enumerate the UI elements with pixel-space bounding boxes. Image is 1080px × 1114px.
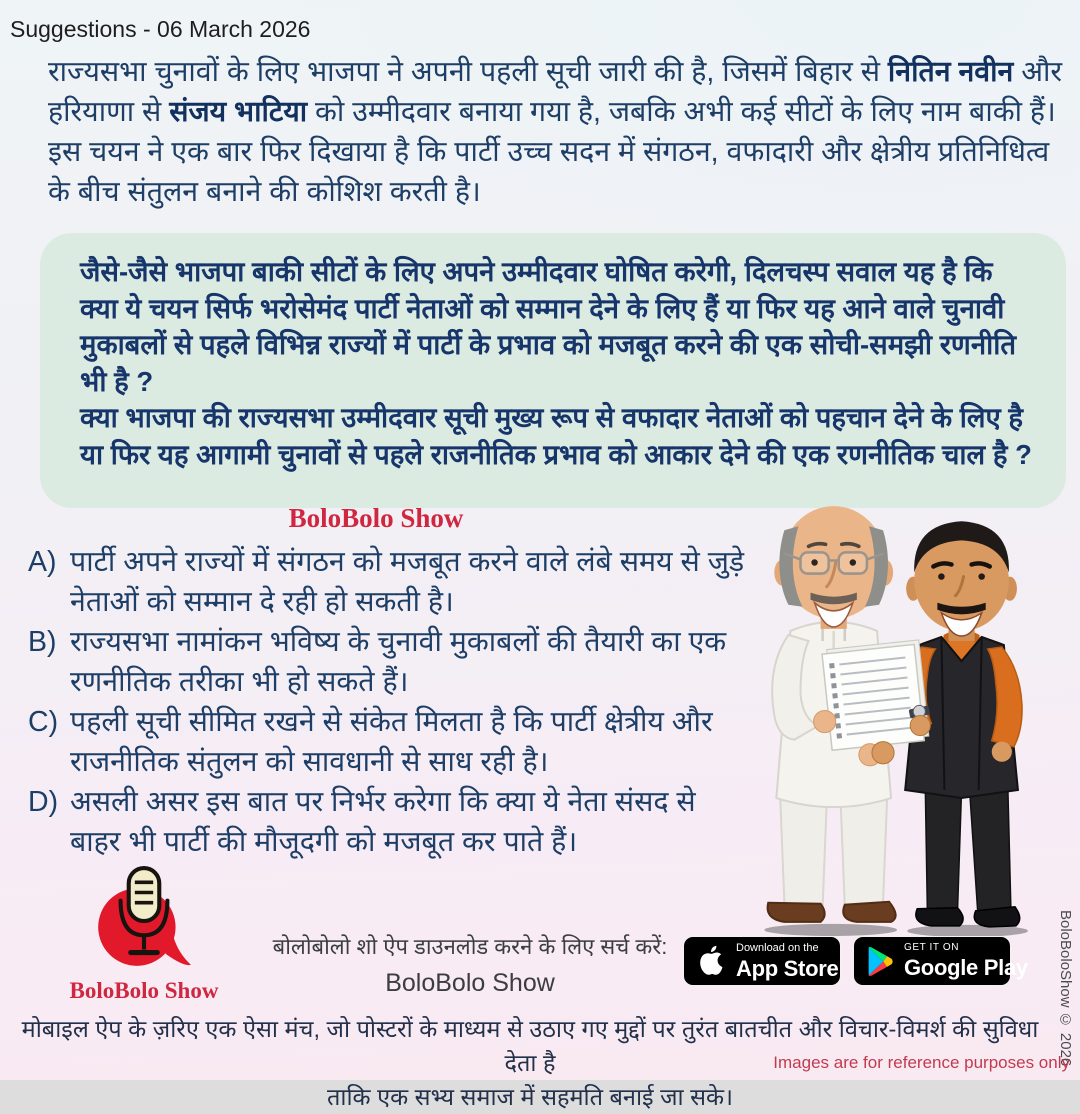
brand-logo-text: BoloBolo Show [69, 978, 219, 1003]
microphone-speech-bubble-icon [88, 864, 200, 976]
brand-logo [56, 864, 232, 1004]
apple-icon [696, 944, 726, 978]
options-list [28, 542, 754, 862]
politicians-illustration [728, 496, 1030, 936]
option-c-text: पहली सूची सीमित रखने से संकेत मिलता है कि पार्टी क्षेत्रीय और राजनीतिक संतुलन को सावधानी से साध रही है। [70, 706, 713, 778]
option-d-text: असली असर इस बात पर निर्भर करेगा कि क्या ये नेता संसद से बाहर भी पार्टी की मौजूदगी को मजबूत कर पाते हैं। [70, 786, 696, 858]
store-badges [683, 936, 1028, 986]
date-title: Suggestions - 06 March 2026 [10, 16, 311, 42]
intro-paragraph [48, 52, 1064, 212]
intro-text: को उम्मीदवार बनाया गया है, जबकि अभी कई सीटों के लिए नाम बाकी हैं। इस चयन ने एक बार फिर दिखाया है कि पार्टी उच्च सदन में संगठन, वफादारी और क्षेत्रीय प्रतिनिधित्व के बीच संतुलन बनाने की कोशिश करती है। [48, 96, 1056, 208]
app-description-line-1: मोबाइल ऐप के ज़रिए एक ऐसा मंच, जो पोस्टरों के माध्यम से उठाए गए मुद्दों पर तुरंत बातचीत और विचार-विमर्श की सुविधा देता है [21, 1016, 1039, 1076]
option-b-text: राज्यसभा नामांकन भविष्य के चुनावी मुकाबलों की तैयारी का एक रणनीतिक तरीका भी हो सकते हैं। [70, 626, 727, 698]
option-a [28, 542, 754, 622]
candidate-list-paper [822, 640, 930, 750]
option-a-text: पार्टी अपने राज्यों में संगठन को मजबूत करने वाले लंबे समय से जुड़े नेताओं को सम्मान दे रही हो सकती है। [70, 546, 745, 618]
option-d-letter: D) [28, 786, 59, 818]
option-b [28, 622, 754, 702]
image-disclaimer: Images are for reference purposes only [773, 1053, 1070, 1072]
question-box [40, 233, 1066, 508]
app-store-badge[interactable] [683, 936, 841, 986]
google-play-badge[interactable] [853, 936, 1028, 986]
intro-text: राज्यसभा चुनावों के लिए भाजपा ने अपनी पहली सूची जारी की है, जिसमें बिहार से [48, 56, 888, 88]
option-d [28, 782, 754, 862]
copyright-vertical: BoloBoloShow © 2026 [1057, 910, 1074, 1067]
app-store-name: App Store [736, 955, 839, 981]
option-c-letter: C) [28, 706, 59, 738]
play-triangle-icon [866, 946, 894, 977]
brand-watermark: BoloBolo Show [288, 503, 464, 533]
question-paragraph-1: जैसे-जैसे भाजपा बाकी सीटों के लिए अपने उम्मीदवार घोषित करेगी, दिलचस्प सवाल यह है कि क्या ये चयन सिर्फ भरोसेमंद पार्टी नेताओं को सम्मान देने के लिए हैं या फिर यह आने वाले चुनावी मुकाबलों से पहले विभिन्न राज्यों में पार्टी के प्रभाव को मजबूत करने की एक सोची-समझी रणनीति भी है ? [80, 256, 1017, 397]
candidate-name-nitin-navin: नितिन नवीन [887, 56, 1014, 88]
google-play-tagline: GET IT ON [904, 942, 960, 953]
candidate-name-sanjay-bhatia: संजय भाटिया [169, 96, 308, 128]
intro-text: और हरियाणा से [48, 56, 1063, 128]
app-search-name: BoloBolo Show [385, 969, 555, 997]
google-play-name: Google Play [904, 955, 1028, 980]
app-search-instruction: बोलोबोलो शो ऐप डाउनलोड करने के लिए सर्च करें: [272, 934, 668, 959]
question-paragraph-2: क्या भाजपा की राज्यसभा उम्मीदवार सूची मुख्य रूप से वफादार नेताओं को पहचान देने के लिए है या फिर यह आगामी चुनावों से पहले राजनीतिक प्रभाव को आकार देने की एक रणनीतिक चाल है ? [80, 402, 1032, 470]
app-store-tagline: Download on the [736, 941, 819, 954]
option-b-letter: B) [28, 626, 57, 658]
app-description-line-2: ताकि एक सभ्य समाज में सहमति बनाई जा सके। [326, 1084, 734, 1110]
option-c [28, 702, 754, 782]
app-download-block [268, 931, 672, 998]
option-a-letter: A) [28, 546, 57, 578]
